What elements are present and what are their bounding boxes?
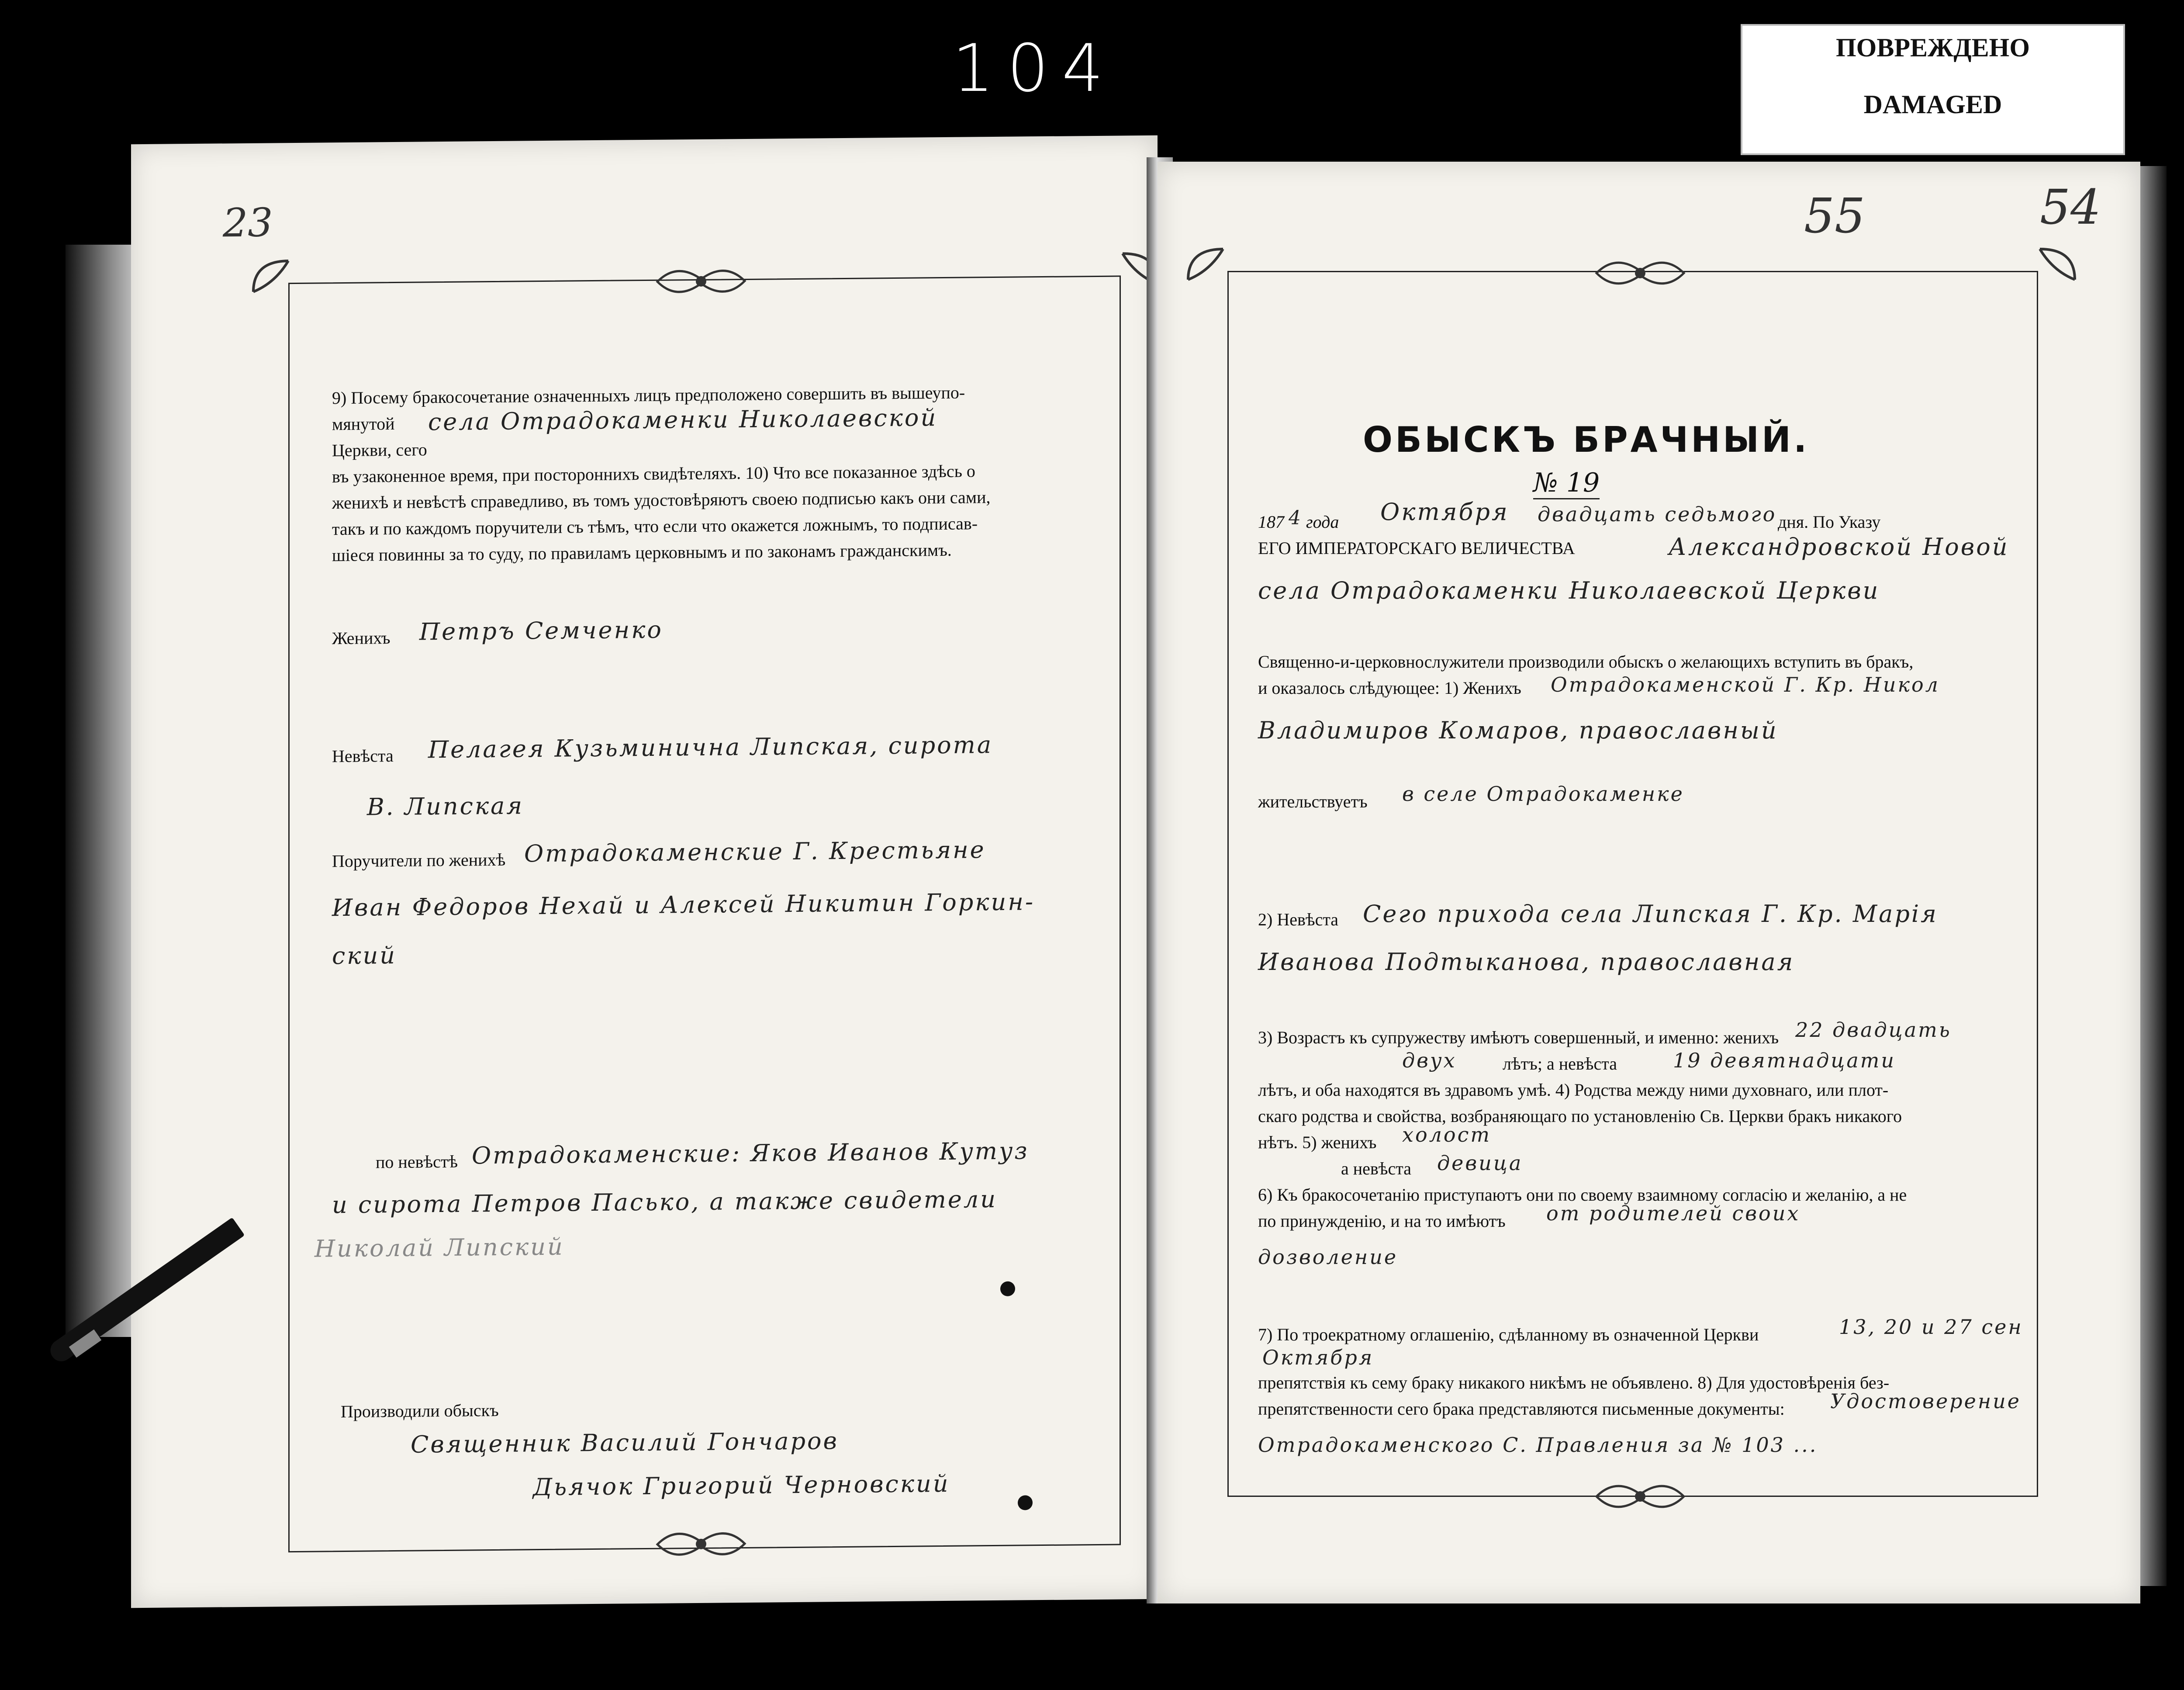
handwritten-consent-2: дозволение xyxy=(1258,1245,1398,1269)
clause-9-line-4: въ узаконенное время, при постороннихъ свидѣтеляхъ. 10) Что все показанное здѣсь о xyxy=(332,461,975,487)
handwritten-bride: Пелагея Кузьминична Липская, сирота xyxy=(428,731,993,764)
year-word: года xyxy=(1306,512,1339,532)
handwritten-bride-signature: В. Липская xyxy=(367,792,524,821)
handwritten-groom-age: 22 двадцать xyxy=(1795,1018,1952,1042)
clause-9-line-2: мянутой xyxy=(332,413,395,434)
guarantors-groom-label: Поручители по женихѣ xyxy=(332,849,506,871)
performed-label: Производили обыскъ xyxy=(341,1400,499,1422)
right-page-number-b: 54 xyxy=(2040,179,2101,235)
right-page-number-a: 55 xyxy=(1804,188,1865,244)
age-line-6: а невѣста xyxy=(1341,1159,1411,1178)
year-prefix: 187 xyxy=(1258,512,1284,532)
handwritten-guarantor-groom-1: Отрадокаменские Г. Крестьяне xyxy=(524,836,986,868)
handwritten-bride-age: 19 девятнадцати xyxy=(1673,1049,1896,1072)
ornament-icon xyxy=(655,261,747,301)
handwritten-guarantor-bride-3: Николай Липский xyxy=(314,1233,564,1263)
handwritten-consent: от родителей своих xyxy=(1546,1202,1800,1225)
archive-page-number: 104 xyxy=(952,31,1117,107)
handwritten-guarantor-groom-2: Иван Федоров Нехай и Алексей Никитин Горкин- xyxy=(332,888,1035,922)
handwritten-groom-origin: Отрадокаменской Г. Кр. Никол xyxy=(1551,673,1940,696)
handwritten-groom-status: холост xyxy=(1402,1123,1492,1146)
handwritten-day: двадцать седьмого xyxy=(1538,502,1777,526)
paper-hole xyxy=(1018,1495,1033,1510)
handwritten-church-1: Александровской Новой xyxy=(1669,533,2009,561)
handwritten-performed-1: Священник Василий Гончаров xyxy=(411,1427,839,1458)
age-line-1: 3) Возрастъ къ супружеству имѣютъ совершенный, и именно: женихъ xyxy=(1258,1028,1779,1047)
resides-label: жительствуетъ xyxy=(1258,792,1368,811)
consent-line-2: по принужденію, и на то имѣютъ xyxy=(1258,1211,1506,1231)
age-line-4: скаго родства и свойства, возбраняющаго по установленію Св. Церкви бракъ никакого xyxy=(1258,1106,1902,1126)
groom-label: Женихъ xyxy=(332,628,390,648)
left-page xyxy=(131,135,1158,1608)
ornament-icon xyxy=(1987,245,2079,284)
damaged-stamp xyxy=(1741,24,2125,155)
handwritten-guarantor-bride-1: Отрадокаменские: Яков Иванов Кутуз xyxy=(472,1137,1029,1170)
handwritten-groom-name: Владимиров Комаров, православный xyxy=(1258,717,1778,744)
handwritten-guarantor-bride-2: и сирота Петров Пасько, а также свидетели xyxy=(332,1185,998,1219)
right-page xyxy=(1158,162,2140,1603)
stamp-line-en: DAMAGED xyxy=(1863,90,2002,119)
clause-9-line-3: Церкви, сего xyxy=(332,440,427,461)
handwritten-church: села Отрадокаменки Николаевской xyxy=(428,404,938,436)
ornament-icon xyxy=(655,1524,747,1564)
bride-label: Невѣста xyxy=(332,746,394,766)
clause-9-line-5: женихѣ и невѣстѣ справедливо, въ томъ удостовѣряютъ своею подписью какъ они сами, xyxy=(332,487,991,513)
ornament-icon xyxy=(249,256,341,296)
record-number: № 19 xyxy=(1533,468,1600,499)
handwritten-docs-1: Удостоверение xyxy=(1830,1389,2021,1413)
handwritten-banns-dates: 13, 20 и 27 сен xyxy=(1839,1315,2023,1339)
imperial-line: ЕГО ИМПЕРАТОРСКАГО ВЕЛИЧЕСТВА xyxy=(1258,538,1575,558)
guarantors-bride-label: по невѣстѣ xyxy=(376,1151,458,1172)
handwritten-bride-status: девица xyxy=(1437,1151,1523,1175)
clause-9-line-7: шіеся повинны за то суду, по правиламъ церковнымъ и по законамъ гражданскимъ. xyxy=(332,540,952,565)
handwritten-groom-age-2: двух xyxy=(1402,1049,1457,1072)
clause-9-line-1: 9) Посему бракосочетание означенныхъ лицъ предположено совершить въ вышеупо- xyxy=(332,382,965,408)
ornament-icon xyxy=(1184,245,1275,284)
age-line-3: лѣтъ, и оба находятся въ здравомъ умѣ. 4) Родства между ними духовнаго, или плот- xyxy=(1258,1080,1889,1100)
handwritten-docs-2: Отрадокаменского С. Правления за № 103 ... xyxy=(1258,1433,1818,1457)
handwritten-bride-origin: Сего прихода села Липская Г. Кр. Марія xyxy=(1363,900,1938,928)
banns-line-2: препятствія къ сему браку никакого никѣмъ не объявлено. 8) Для удостовѣренія без- xyxy=(1258,1373,1890,1392)
handwritten-groom: Петръ Семченко xyxy=(419,616,663,646)
clause-9-line-6: такъ и по каждомъ поручители съ тѣмъ, что если что окажется ложнымъ, то подписав- xyxy=(332,513,978,539)
handwritten-bride-name: Иванова Подтыканова, православная xyxy=(1258,948,1795,976)
consent-line-1: 6) Къ бракосочетанію приступаютъ они по своему взаимному согласію и желанію, а не xyxy=(1258,1185,1907,1205)
found-line: и оказалось слѣдующее: 1) Женихъ xyxy=(1258,678,1521,698)
banns-line-1: 7) По троекратному оглашенію, сдѣланному въ означенной Церкви xyxy=(1258,1325,1759,1344)
stamp-line-ru: ПОВРЕЖДЕНО xyxy=(1836,33,2030,62)
handwritten-residence: в селе Отрадокаменке xyxy=(1402,782,1684,806)
age-line-2: лѣтъ; а невѣста xyxy=(1503,1054,1617,1074)
day-word: дня. По Указу xyxy=(1778,512,1881,532)
book-left-edge xyxy=(66,245,140,1337)
handwritten-banns-month: Октября xyxy=(1262,1346,1374,1369)
left-corner-number: 23 xyxy=(223,200,273,246)
clergy-line: Священно-и-церковнослужители производили обыскъ о желающихъ вступить въ бракъ, xyxy=(1258,652,1914,672)
handwritten-performed-2: Дьячок Григорий Черновский xyxy=(533,1469,950,1501)
bride-label: 2) Невѣста xyxy=(1258,910,1339,929)
paper-hole xyxy=(1000,1281,1015,1296)
handwritten-church-2: села Отрадокаменки Николаевской Церкви xyxy=(1258,577,1880,604)
ornament-icon xyxy=(1594,1477,1686,1516)
ornament-icon xyxy=(1594,253,1686,293)
handwritten-year-digit: 4 xyxy=(1289,507,1303,529)
age-line-5: нѣтъ. 5) женихъ xyxy=(1258,1132,1377,1152)
banns-line-3: препятственности сего брака представляются письменные документы: xyxy=(1258,1399,1785,1419)
document-title: ОБЫСКЪ БРАЧНЫЙ. xyxy=(1363,419,1810,460)
handwritten-guarantor-groom-3: ский xyxy=(332,941,397,970)
handwritten-month: Октября xyxy=(1380,498,1509,526)
